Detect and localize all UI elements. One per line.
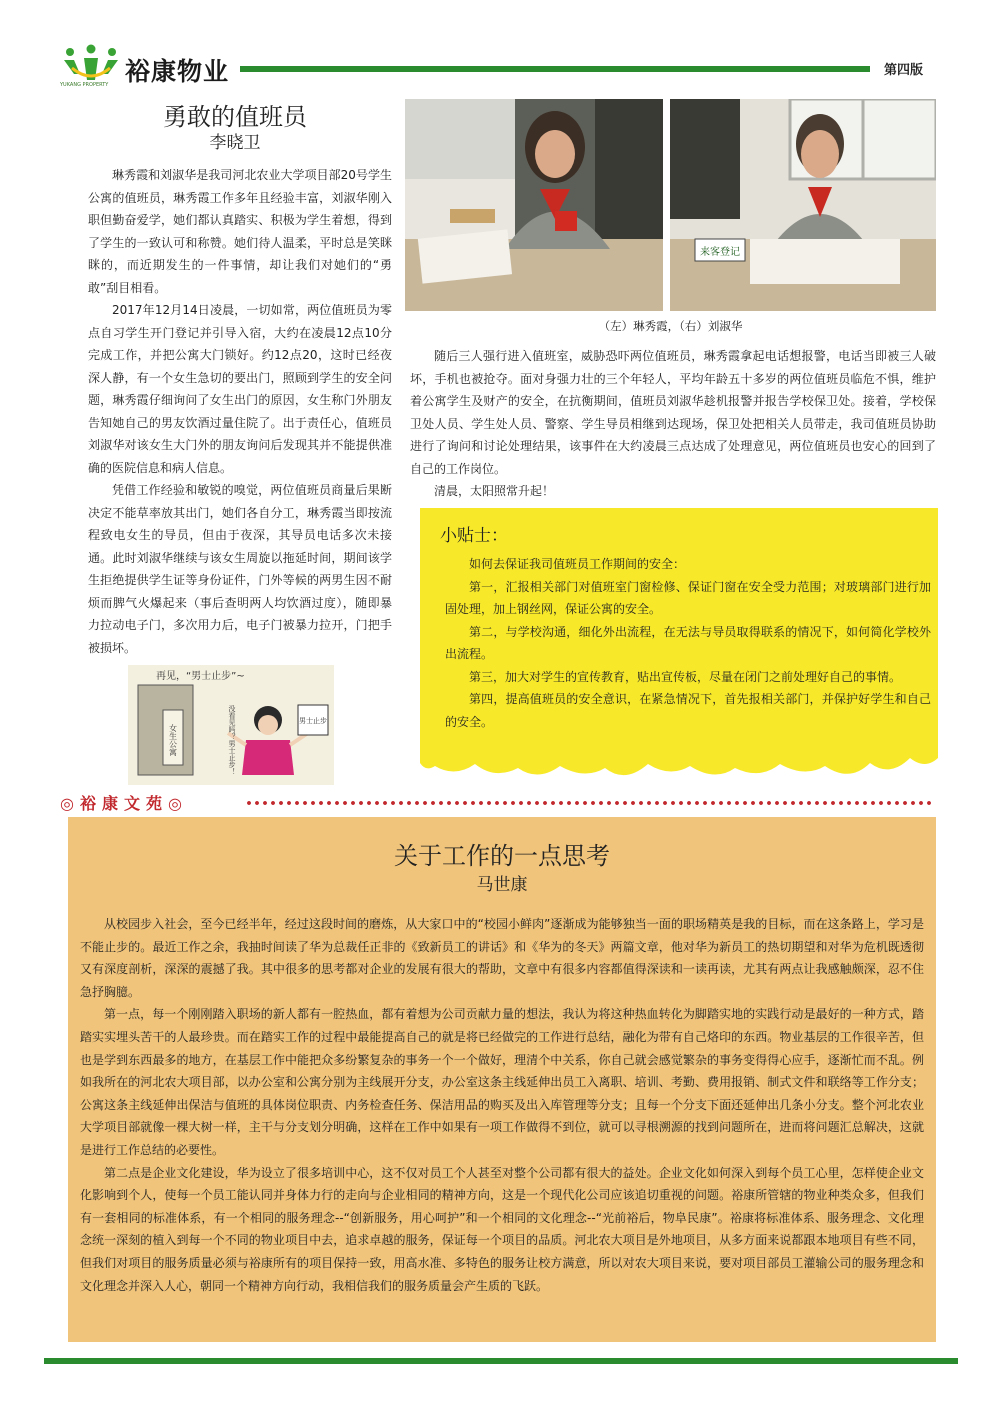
paragraph: 随后三人强行进入值班室，威胁恐吓两位值班员，琳秀霞拿起电话想报警，电话当即被三人破坏，手机也被抢夺。面对身强力壮的三个年轻人，平均年龄五十多岁的两位值班员临危不惧，维护着公寓学生及财产的安全，在抗衡期间，值班员刘淑华趁机报警并报告学校保卫处。接着，学校保卫处人员、学生处人员、警察、学生导员相继到达现场，保卫处把相关人员带走，我司值班员协助进行了询问和讨论处理结果，该事件在大约凌晨三点达成了处理意见，两位值班员也安心的回到了自己的工作岗位。	[410, 349, 936, 476]
paragraph: 第一点，每一个刚刚踏入职场的新人都有一腔热血，都有着想为公司贡献力量的想法，我认为将这种热血转化为脚踏实地的实践行动是最好的一种方式，踏踏实实埋头苦干的人最珍贵。而在踏实工作的过程中最能提高自己的就是将已经做完的工作进行总结，融化为带有自己烙印的东西。物业基层的工作很辛苦，但也是学到东西最多的地方，在基层工作中能把众多纷繁复杂的事务一个一个做好，理清个中关系，你自己就会感觉繁杂的事务变得得心应手，逐渐忙而不乱。例如我所在的河北农大项目部，以办公室和公寓分别为主线展开分支，办公室这条主线延伸出员工入离职、培训、考勤、费用报销、制式文件和联络等工作分支；公寓这条主线延伸出保洁与值班的具体岗位职责、内务检查任务、保洁用品的购买及出入库管理等分支；且每一个分支下面还延伸出几条小分支。整个河北农业大学项目部就像一棵大树一样，主干与分支划分明确，这样在工作中如果有一项工作做得不到位，就可以寻根溯源的找到问题所在，进而将问题汇总解决，这就是进行工作总结的必要性。	[80, 1007, 924, 1157]
photo-liu-shuhua	[670, 99, 936, 311]
article1-body-right	[410, 345, 936, 503]
visitor-register-sign: 来客登记	[700, 247, 740, 258]
edition-label: 第四版	[884, 63, 924, 78]
brand-subtitle: YUKANG PROPERTY	[60, 82, 109, 88]
section-banner: ◎裕康文苑◎	[60, 794, 188, 813]
header-rule	[240, 66, 870, 72]
article1-author: 李晓卫	[209, 133, 261, 153]
tips-body	[445, 553, 931, 733]
company-logo-icon	[62, 44, 120, 84]
article2-body	[80, 913, 924, 1297]
cartoon-speech: 没看见吗？男士止步！	[228, 705, 236, 775]
article2-title: 关于工作的一点思考	[394, 842, 610, 870]
paragraph: 琳秀霞和刘淑华是我司河北农业大学项目部20号学生公寓的值班员，琳秀霞工作多年且经验丰富，刘淑华刚入职但勤奋爱学，她们都认真踏实、积极为学生着想，得到了学生的一致认可和称赞。她们待人温柔，平时总是笑眯眯的，而近期发生的一件事情，却让我们对她们的“勇敢”刮目相看。	[88, 168, 392, 295]
paragraph: 从校园步入社会，至今已经半年，经过这段时间的磨炼，从大家口中的“校园小鲜肉”逐渐成为能够独当一面的职场精英是我的目标，而在这条路上，学习是不能止步的。最近工作之余，我抽时间读了华为总裁任正非的《致新员工的讲话》和《华为的冬天》两篇文章，他对华为新员工的热切期望和对华为危机既透彻又有深度剖析，深深的震撼了我。其中很多的思考都对企业的发展有很大的帮助，文章中有很多内容都值得深读和一读再读，尤其有两点让我感触颇深，忍不住急抒胸臆。	[80, 917, 924, 999]
paragraph: 2017年12月14日凌晨，一切如常，两位值班员为零点自习学生开门登记并引导入宿，大约在凌晨12点10分完成工作，并把公寓大门锁好。约12点20，这时已经夜深人静，有一个女生急切的要出门，照顾到学生的安全问题，琳秀霞仔细询问了女生出门的原因，女生称门外朋友告知她自己的男友饮酒过量住院了。出于责任心，值班员刘淑华对该女生大门外的朋友询问后发现其并不能提供准确的医院信息和病人信息。	[88, 303, 392, 475]
article1-title: 勇敢的值班员	[163, 103, 307, 131]
tips-paragraph: 第三，加大对学生的宣传教育，贴出宣传板，尽量在闭门之前处理好自己的事情。	[469, 669, 902, 684]
tips-paragraph: 第四，提高值班员的安全意识，在紧急情况下，首先报相关部门，并保护好学生和自己的安全。	[445, 692, 931, 729]
cartoon-sign-men: 男士止步	[299, 717, 327, 725]
article1-body-left	[88, 164, 392, 659]
tips-paragraph: 第一，汇报相关部门对值班室门窗检修、保证门窗在安全受力范围；对玻璃部门进行加固处理，加上钢丝网，保证公寓的安全。	[445, 579, 931, 616]
photo-caption: （左）琳秀霞，（右）刘淑华	[598, 319, 743, 333]
cartoon-sign-dorm: 女生公寓	[168, 724, 178, 756]
paragraph: 清晨，太阳照常升起！	[434, 484, 555, 498]
footer-rule	[44, 1358, 958, 1364]
cartoon-illustration	[128, 665, 334, 785]
paragraph: 第二点是企业文化建设，华为设立了很多培训中心，这不仅对员工个人甚至对整个公司都有很大的益处。企业文化如何深入到每个员工心里，怎样使企业文化影响到个人，使每一个员工能认同并身体力行的走向与企业相同的精神方向，这是一个现代化公司应该追切重视的问题。裕康所管辖的物业种类众多，但我们有一套相同的标准体系，有一个相同的服务理念--“创新服务，用心呵护”和一个相同的文化理念--“光前裕后，物阜民康”。裕康将标准体系、服务理念、文化理念统一深刻的植入到每一个不同的物业项目中去，追求卓越的服务，保证每一个项目的品质。河北农大项目是外地项目，从多方面来说都跟本地项目有些不同，但我们对项目的服务质量必须与裕康所有的项目保持一致，用高水准、多特色的服务让校方满意，所以对农大项目来说，要对项目部员工灌输公司的服务理念和文化理念并深入人心，朝同一个精神方向行动，我相信我们的服务质量会产生质的飞跃。	[80, 1165, 924, 1293]
paragraph: 凭借工作经验和敏锐的嗅觉，两位值班员商量后果断决定不能草率放其出门，她们各自分工，琳秀霞当即按流程致电女生的导员，但由于夜深，其导员电话多次未接通。此时刘淑华继续与该女生周旋以拖延时间，期间该学生拒绝提供学生证等身份证件，门外等候的两男生因不耐烦而脾气火爆起来（事后查明两人均饮酒过度），随即暴力拉动电子门，多次用力后，电子门被暴力拉开，门把手被损坏。	[88, 483, 392, 655]
cartoon-caption: 再见，“男士止步”~	[156, 671, 245, 682]
section-divider-dots	[245, 801, 935, 805]
article2-author: 马世康	[476, 875, 528, 895]
photo-lin-xiuxia	[405, 99, 663, 311]
tips-paragraph: 如何去保证我司值班员工作期间的安全：	[469, 557, 686, 571]
tips-title: 小贴士：	[440, 526, 508, 546]
tips-paragraph: 第二，与学校沟通，细化外出流程，在无法与导员取得联系的情况下，如何简化学校外出流程。	[445, 624, 931, 661]
brand-name: 裕康物业	[125, 57, 230, 86]
